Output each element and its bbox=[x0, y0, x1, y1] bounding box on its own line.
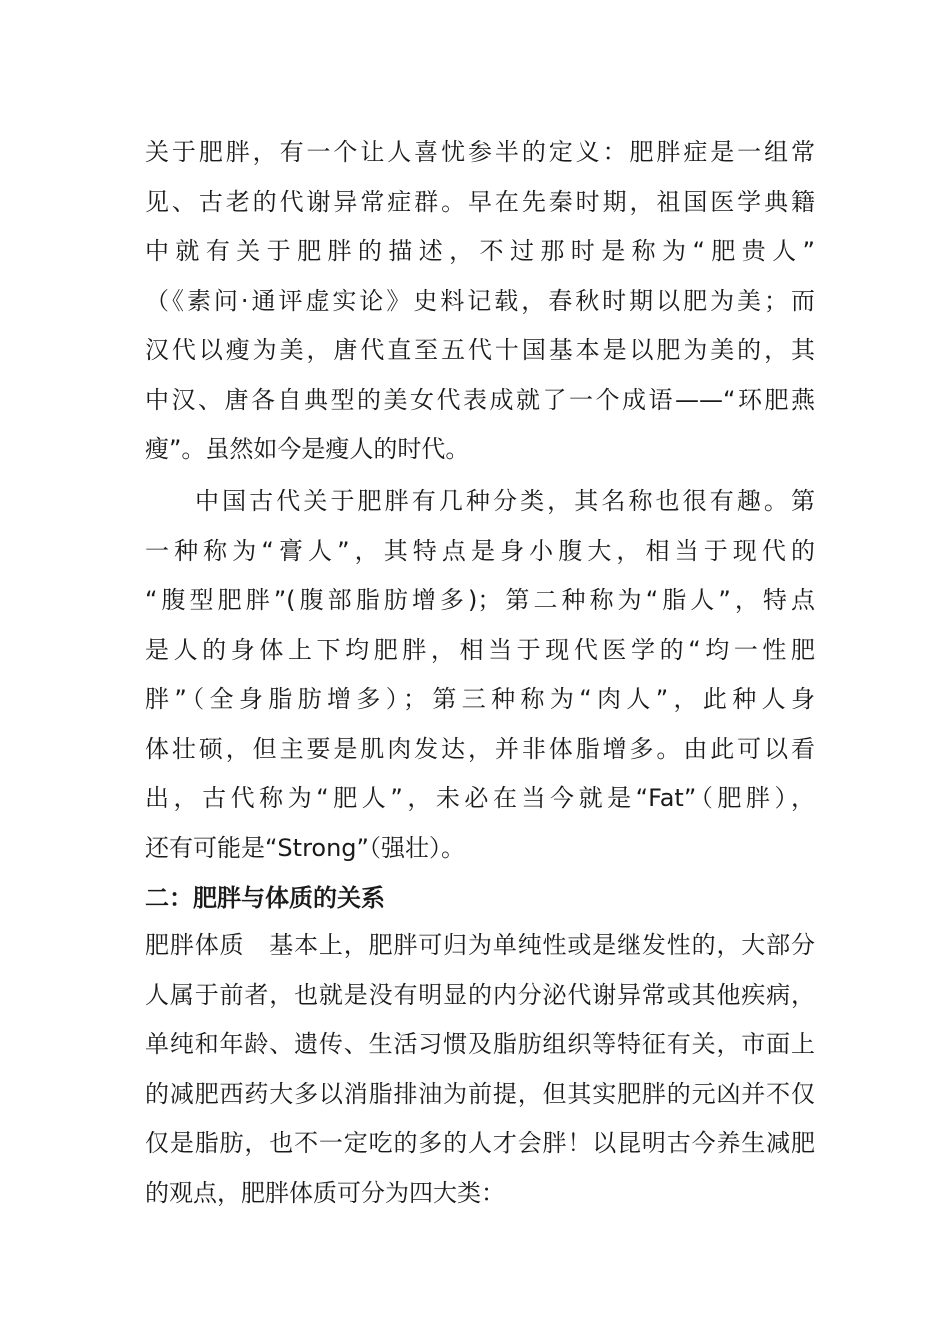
text-line: 还有可能是“Strong”（强壮）。 bbox=[145, 833, 465, 862]
text-line: 人属于前者，也就是没有明显的内分泌代谢异常或其他疾病， bbox=[145, 980, 815, 1009]
text-line: 仅是脂肪，也不一定吃的多的人才会胖！以昆明古今养生减肥 bbox=[145, 1129, 815, 1157]
text-line: 关于肥胖，有一个让人喜忧参半的定义：肥胖症是一组常 bbox=[145, 138, 815, 166]
text-line: 中就有关于肥胖的描述，不过那时是称为“肥贵人” bbox=[145, 237, 815, 265]
text-line: 出，古代称为“肥人”，未必在当今就是“Fat”（肥胖）， bbox=[145, 784, 815, 812]
paragraph-obesity-constitution bbox=[145, 921, 815, 1218]
text-line: 瘦”。虽然如今是瘦人的时代。 bbox=[145, 435, 470, 463]
text-line: 胖”（全身脂肪增多）；第三种称为“肉人”，此种人身 bbox=[145, 685, 815, 713]
text-line: 肥胖体质 基本上，肥胖可归为单纯性或是继发性的，大部分 bbox=[145, 931, 815, 959]
text-line: 中国古代关于肥胖有几种分类，其名称也很有趣。第 bbox=[195, 487, 815, 515]
section-heading-text: 二：肥胖与体质的关系 bbox=[145, 884, 385, 912]
paragraph-obesity-definition bbox=[145, 128, 815, 475]
text-line: （《素问·通评虚实论》史料记载，春秋时期以肥为美；而 bbox=[145, 286, 815, 315]
text-line: 是人的身体上下均肥胖，相当于现代医学的“均一性肥 bbox=[145, 635, 815, 664]
text-line: 中汉、唐各自典型的美女代表成就了一个成语——“环肥燕 bbox=[145, 385, 815, 414]
text-line: 单纯和年龄、遗传、生活习惯及脂肪组织等特征有关，市面上 bbox=[145, 1030, 815, 1058]
text-line: 的观点，肥胖体质可分为四大类： bbox=[145, 1178, 505, 1207]
text-line: 汉代以瘦为美，唐代直至五代十国基本是以肥为美的，其 bbox=[145, 336, 815, 364]
paragraph-ancient-classification bbox=[145, 477, 815, 873]
text-line: 体壮硕，但主要是肌肉发达，并非体脂增多。由此可以看 bbox=[145, 734, 815, 763]
text-line: “腹型肥胖”(腹部脂肪增多)；第二种称为“脂人”，特点 bbox=[145, 586, 815, 614]
text-line: 一种称为“膏人”，其特点是身小腹大，相当于现代的 bbox=[145, 536, 815, 565]
text-line: 见、古老的代谢异常症群。早在先秦时期，祖国医学典籍 bbox=[145, 187, 815, 216]
text-line: 的减肥西药大多以消脂排油为前提，但其实肥胖的元凶并不仅 bbox=[145, 1079, 815, 1108]
section-heading bbox=[145, 874, 815, 924]
